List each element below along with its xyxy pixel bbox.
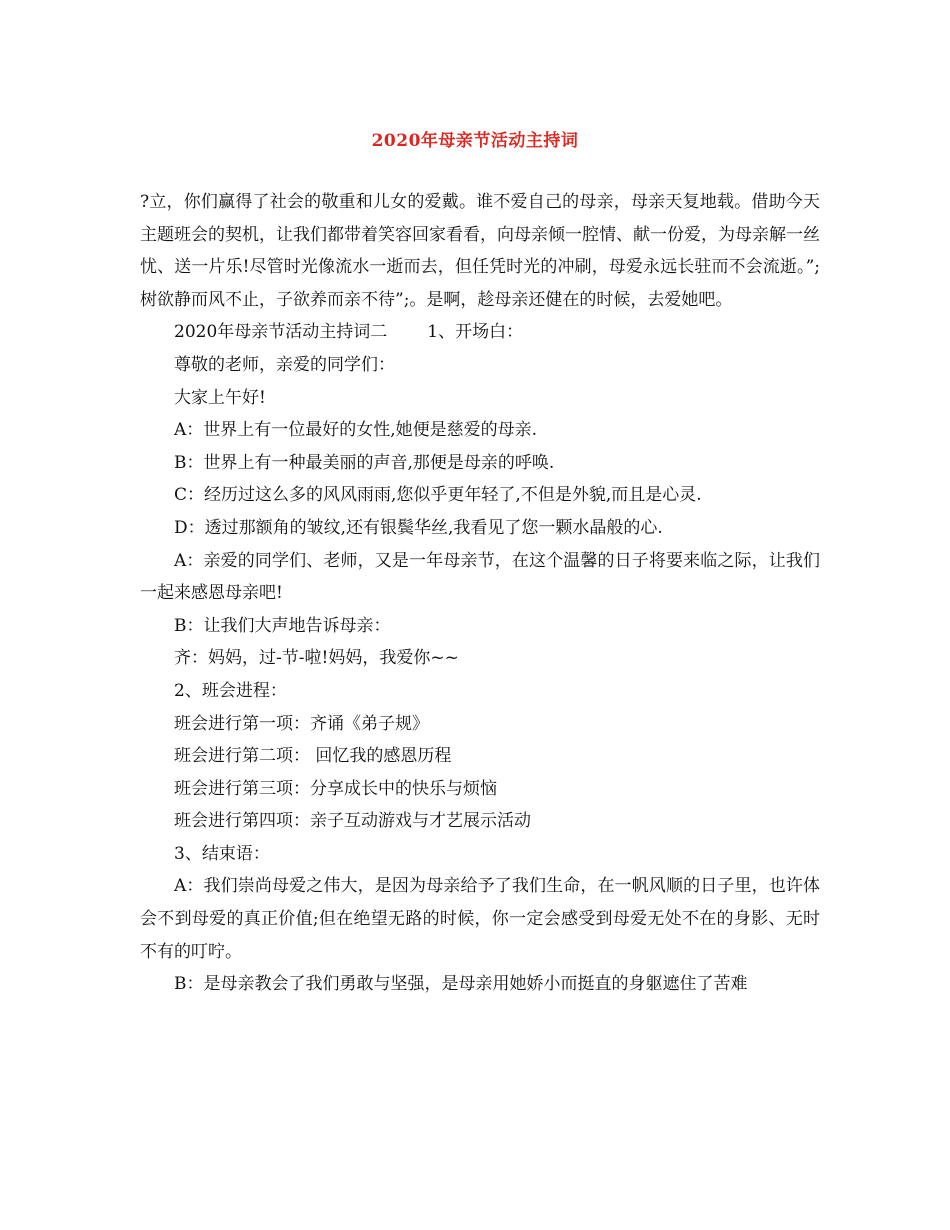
good-morning-line: 大家上午好!	[174, 387, 266, 408]
document-body	[140, 186, 820, 1001]
opening-heading: 1、开场白：	[427, 322, 524, 343]
line-a3: A：我们崇尚母爱之伟大，是因为母亲给予了我们生命，在一帆风顺的日子里，也许体会不到母爱的真正价值;但在绝望无路的时候，你一定会感受到母爱无处不在的身影、无时不有的叮咛。	[140, 876, 820, 962]
intro-paragraph: ?立，你们赢得了社会的敬重和儿女的爱戴。谁不爱自己的母亲，母亲天复地载。借助今天主题班会的契机，让我们都带着笑容回家看看，向母亲倾一腔情、献一份爱，为母亲解一丝忧、送一片乐!尽管时光像流水一逝而去，但任凭时光的冲刷，母爱永远长驻而不会流逝。”;树欲静而风不止，子欲养而亲不待”;。是啊，趁母亲还健在的时候，去爱她吧。	[140, 192, 820, 310]
closing-heading: 3、结束语：	[174, 843, 270, 864]
line-b1: B：世界上有一种最美丽的声音,那便是母亲的呼唤.	[174, 452, 555, 473]
greeting-line: 尊敬的老师，亲爱的同学们：	[174, 354, 395, 375]
process-item-4: 班会进行第四项：亲子互动游戏与才艺展示活动	[174, 811, 531, 832]
line-c1: C：经历过这么多的风风雨雨,您似乎更年轻了,不但是外貌,而且是心灵.	[174, 485, 702, 506]
line-a2: A：亲爱的同学们、老师，又是一年母亲节，在这个温馨的日子将要来临之际，让我们一起来感恩母亲吧!	[140, 550, 820, 604]
section-heading: 2020年母亲节活动主持词二	[174, 322, 388, 343]
section-heading-line	[140, 316, 820, 349]
line-b2: B：让我们大声地告诉母亲：	[174, 615, 391, 636]
line-a1: A：世界上有一位最好的女性,她便是慈爱的母亲.	[174, 420, 538, 441]
process-item-1: 班会进行第一项：齐诵《弟子规》	[174, 713, 429, 734]
line-all: 齐：妈妈，过-节-啦!妈妈，我爱你~~	[174, 648, 459, 669]
process-item-2: 班会进行第二项： 回忆我的感恩历程	[174, 746, 452, 767]
line-d1: D：透过那额角的皱纹,还有银鬓华丝,我看见了您一颗水晶般的心.	[174, 517, 663, 538]
line-b3: B：是母亲教会了我们勇敢与坚强，是母亲用她娇小而挺直的身躯遮住了苦难	[174, 974, 748, 995]
document-title: 2020年母亲节活动主持词	[371, 131, 579, 151]
process-heading: 2、班会进程：	[174, 680, 287, 701]
process-item-3: 班会进行第三项：分享成长中的快乐与烦恼	[174, 778, 497, 799]
